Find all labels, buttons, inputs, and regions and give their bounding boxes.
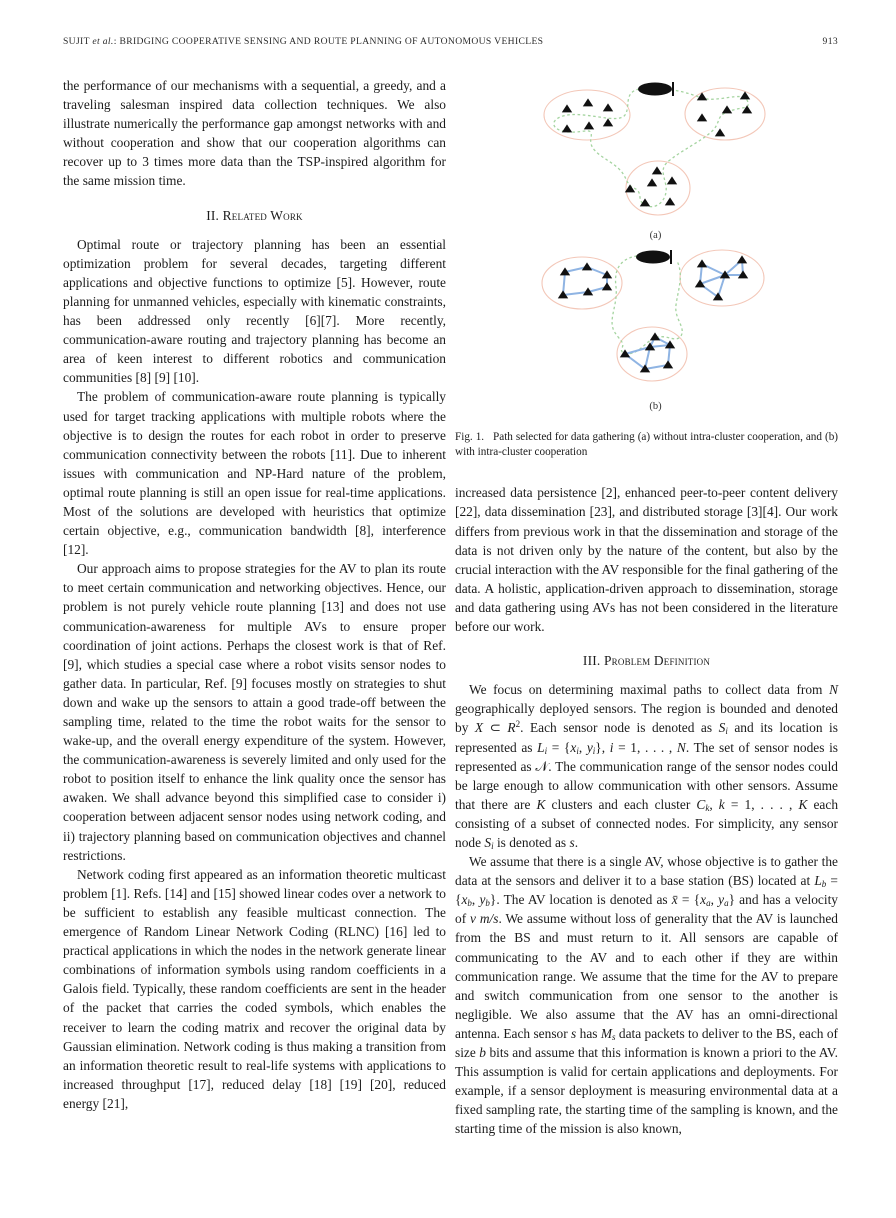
running-header [63,36,838,47]
paragraph: We focus on determining maximal paths to collect data from N geographically deployed sensors. The region is bounded and denoted by X ⊂ $R^2$. Each sensor node is denoted as $S_i$ and its location is represented as $L_i = \{x_i$, $y_i$}, i = 1, . . . , N. The set of sensor nodes is represented as 𝒩. The communication range of the sensor nodes could be large enough to allow communication with other sensors. Assume that there are K clusters and each cluster $C_k$, k = 1, . . . , K each consisting of a subset of connected nodes. For simplicity, any sensor node $S_i$ is denoted as s. [455,682,839,851]
paragraph: The problem of communication-aware route planning is typically used for target tracking applications with multiple robots where the objective is to design the routes for each robot in order to preserve communication connectivity between the robots [11]. Due to inherent issues with communication and NP-Hard nature of the problem, optimal route planning is still an open issue for real-time applications. Most of the solutions are developed with heuristics that optimize certain objective, e.g., communication bandwidth [8], interference [12]. [63,389,446,558]
cluster-ellipses-a [544,88,765,215]
subfigure-label-b: (b) [649,401,662,413]
paragraph: increased data persistence [2], enhanced peer-to-peer content delivery [22], data dissemination [23], and distributed storage [3][4]. Our work differs from previous work in that the dissemination and storage of the data is not driven only by the nature of the content, but also by the crucial interaction with the AV responsible for the final gathering of the data. A holistic, application-driven approach to dissemination, storage and data gathering using AVs has not been considered in the literature before our work. [455,485,838,635]
section-title: Related Work [222,207,303,223]
section-title: Problem Definition [604,653,711,669]
figure-caption-prefix: Fig. 1. [455,431,485,444]
running-title: SUJIT et al.: BRIDGING COOPERATIVE SENSING AND ROUTE PLANNING OF AUTONOMOUS VEHICLES [63,36,544,47]
av-icon-b [636,250,671,264]
paragraph: Our approach aims to propose strategies for the AV to plan its route to meet certain communication and networking objectives. Hence, our problem is not purely vehicle route planning [13] and does not use communication-awareness for multiple AVs to ensure proper coordination of joint actions. Perhaps the closest work is that of Ref. [9], which studies a special case where a robot visits sensor nodes to gather data. In particular, Ref. [9] focuses mostly on strategies to shut down and wake up the sensors to attain a good trade-off between the sampling time, related to the time the robot waits for the sensor to wake-up, and the overall energy expenditure of the system. However, the communication-awareness is severely limited and only used for the robot to position itself to enhance the link quality once the sensor has awaken. We shall advance beyond this simplified case to consider i) cooperation between adjacent sensor nodes using network coding, and ii) trajectory planning based on communication objectives and channel restrictions. [63,561,446,863]
paragraph: We assume that there is a single AV, whose objective is to gather the data at the sensors and deliver it to a base station (BS) located at $L_b = \{x_b$, $y_b$}. The AV location is denoted as x̄ = {$x_a$, $y_a$} and has a velocity of v m/s. We assume without loss of generality that the AV is launched from the BS and must return to it. All sensors are capable of communicating to the AV and to each other if they are within communication range. We assume that the time for the AV to prepare and switch communication from one sensor to the another is negligible. We also assume that the AV has an omni-directional antenna. Each sensor s has $M_s$ data packets to deliver to the BS, each of size b bits and assume that this information is known a priori to the AV. This assumption is valid for certain applications and deployments. For example, if a sensor deployment is measuring environmental data at a fixed sampling rate, the starting time of the sampling is known, and the starting time of the mission is also known, [455,854,838,1137]
network-edges-b [563,260,743,369]
section-heading-problem-definition [455,651,838,670]
left-column [63,76,446,1113]
figure-1 [455,76,838,459]
figure-caption-text: Path selected for data gathering (a) without intra-cluster cooperation, and (b) with intra-cluster cooperation [455,431,839,458]
figure-1b-diagram [455,249,838,397]
figure-1a-diagram [455,76,838,226]
av-route-path-a [554,89,748,207]
paragraph: the performance of our mechanisms with a sequential, a greedy, and a traveling salesman inspired data collection techniques. We also illustrate numerically the performance gap amongst networks with and without cooperation and show that our cooperation algorithms can recover up to 3 times more data than the TSP-inspired algorithm for the same mission time. [63,78,446,189]
paragraph: Network coding first appeared as an information theoretic multicast problem [1]. Refs. [14] and [15] showed linear codes over a network to be sufficient to establish any feasible multicast connection. The emergence of Random Linear Network Coding (RLNC) [16] led to practical applications in which the nodes in the network generate linear combinations of information symbols using random coefficients in a Galois field. Typically, these random coefficients are sent in the header of the packet that carries the coded symbols, which enables the receiver to learn the coding matrix and recover the original data by Gaussian elimination. Network coding is thus making a transition from an information theoretic result to real-life systems with applications to increased throughput [17], reduced delay [18] [19] [20], reduced energy [21], [63,866,446,1111]
page-number: 913 [822,36,838,47]
sensor-nodes-a [562,91,752,206]
subfigure-label-a: (a) [649,230,662,241]
right-column [455,76,838,1138]
paragraph: Optimal route or trajectory planning has been an essential optimization problem for several decades, targeting different applications and objective functions to optimize [5]. However, route planning for unmanned vehicles, especially with kinematic constraints, has been addressed only recently [6][7]. More recently, communication-aware routing and trajectory planning has become an area of keen interest to different robotics and communication communities [8] [9] [10]. [63,236,446,386]
section-number: III. [582,653,601,669]
section-number: II. [206,207,220,223]
section-heading-related-work [63,206,446,225]
figure-caption [455,430,838,459]
av-icon-a [638,82,673,96]
